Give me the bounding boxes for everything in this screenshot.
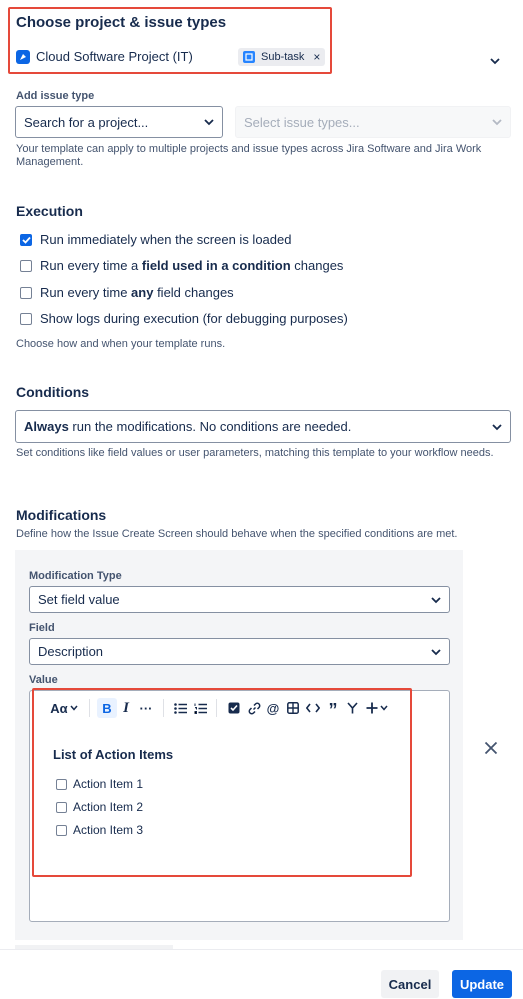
checkbox-checked[interactable] [20,234,32,246]
subtask-icon [243,51,255,63]
project-section-title: Choose project & issue types [16,14,227,31]
conditions-help: Set conditions like field values or user parameters, matching this template to your workflow needs. [16,447,494,459]
chevron-down-icon [492,117,502,127]
checkbox[interactable] [20,287,32,299]
checkbox[interactable] [20,313,32,325]
execution-option-field-in-condition[interactable] [20,258,343,273]
close-icon[interactable] [484,741,498,758]
project-search-placeholder: Search for a project... [24,114,149,130]
modification-type-value: Set field value [38,592,120,607]
conditions-title: Conditions [16,384,90,400]
field-label: Field [29,622,55,634]
bold-button[interactable]: B [97,698,117,718]
execution-help: Choose how and when your template runs. [16,338,226,350]
field-value: Description [38,644,104,659]
quote-icon[interactable]: ” [328,699,338,720]
issue-type-chip [238,48,325,66]
text-style-label: Aα [50,700,68,716]
action-item-label: Action Item 3 [73,823,144,837]
editor-heading: List of Action Items [53,747,174,762]
chevron-down-icon [431,647,441,657]
highlight-editor-box [32,688,412,877]
field-select[interactable] [29,638,450,665]
chevron-down-icon[interactable] [490,52,500,68]
action-item-label: Action Item 2 [73,800,144,814]
conditions-select-value: Always run the modifications. No conditions are needed. [24,419,352,434]
add-issue-type-label: Add issue type [16,90,95,102]
execution-option-label: Run immediately when the screen is loaded [40,232,292,247]
issue-types-placeholder: Select issue types... [244,114,360,130]
execution-title: Execution [16,203,83,219]
checkbox[interactable] [20,260,32,272]
project-name: Cloud Software Project (IT) [36,49,193,64]
mention-icon[interactable]: @ [266,700,280,716]
add-issue-type-help: Your template can apply to multiple projects and issue types across Jira Software and Jira Work Management. [16,143,482,168]
more-formatting-button[interactable]: ··· [139,700,153,716]
chip-remove-icon[interactable]: × [313,50,321,64]
execution-option-show-logs[interactable] [20,311,348,326]
chevron-down-icon [431,595,441,605]
modifications-description: Define how the Issue Create Screen should behave when the specified conditions are met. [16,528,458,540]
cancel-button[interactable]: Cancel [381,970,439,998]
execution-option-label: Show logs during execution (for debugging purposes) [40,311,348,326]
rocket-icon [16,50,30,64]
modification-type-select[interactable] [29,586,450,613]
action-item-label: Action Item 1 [73,777,144,791]
footer-divider [0,949,523,950]
conditions-select[interactable] [15,410,511,443]
execution-option-label: Run every time any field changes [40,285,234,300]
execution-option-label: Run every time a field used in a condition changes [40,258,344,273]
update-button[interactable]: Update [452,970,512,998]
italic-button[interactable]: I [123,699,129,716]
project-row[interactable] [16,49,193,64]
modification-type-label: Modification Type [29,570,122,582]
value-label: Value [29,674,58,686]
project-search-select[interactable] [15,106,223,138]
chevron-down-icon [204,117,214,127]
execution-option-run-immediately[interactable] [20,232,291,247]
chevron-down-icon [492,422,502,432]
issue-type-chip-label: Sub-task [261,51,305,63]
execution-option-any-field[interactable] [20,285,234,300]
issue-types-select [235,106,511,138]
modifications-title: Modifications [16,507,107,523]
